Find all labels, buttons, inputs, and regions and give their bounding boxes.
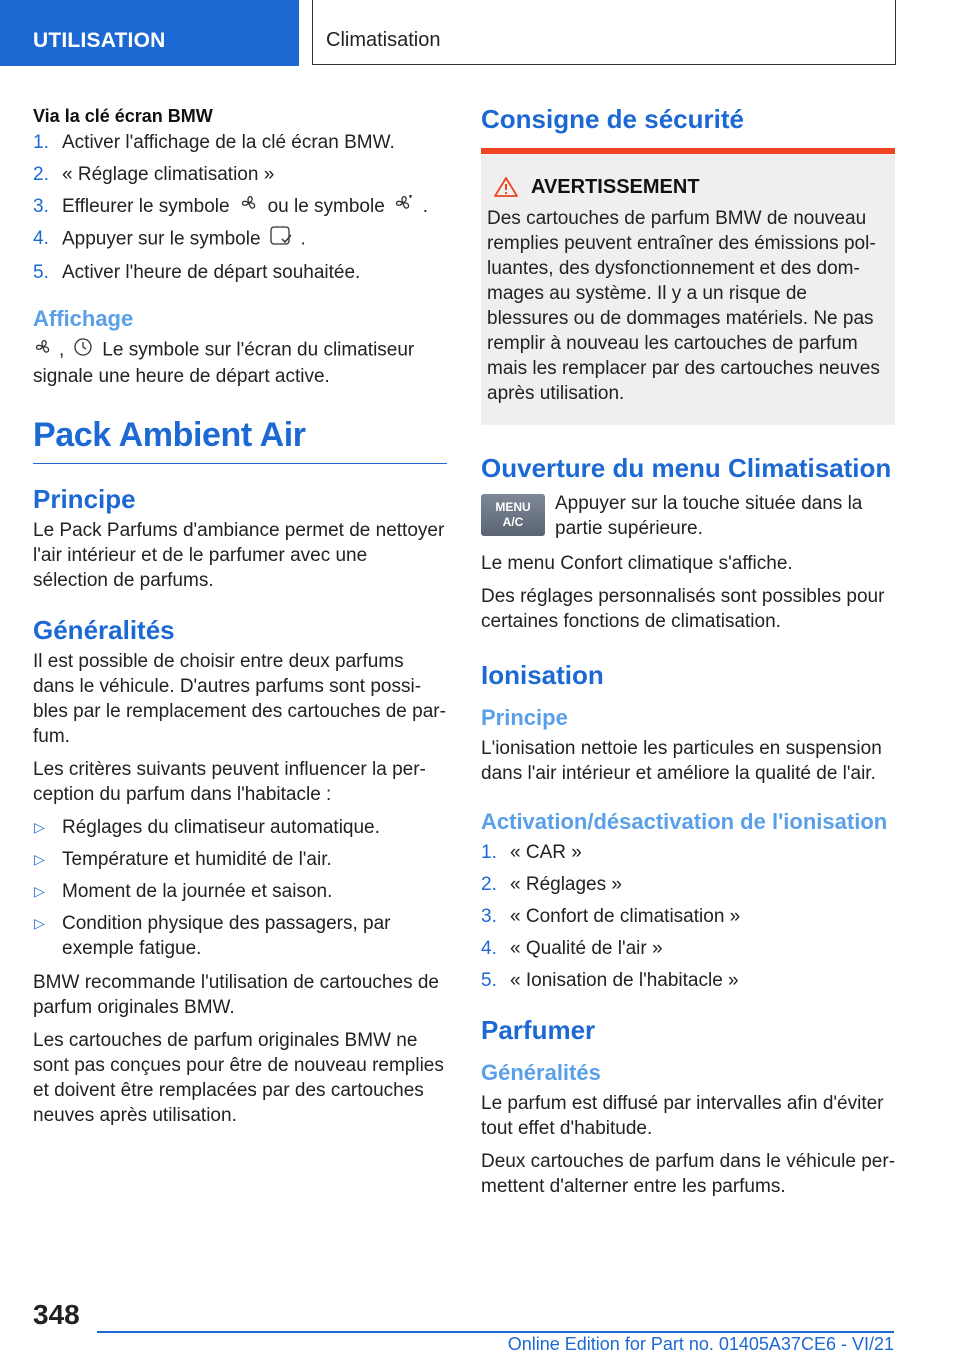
list-item: 4. Appuyer sur le symbole . xyxy=(33,226,447,253)
section-tab xyxy=(0,0,299,66)
page-header xyxy=(0,0,960,66)
list-item: ▷ Réglages du climatiseur automatique. xyxy=(34,817,380,839)
generalites-title: Généralités xyxy=(33,615,175,646)
menu-text: Appuyer sur la touche située dans la partie supérieure. xyxy=(555,493,863,539)
list-item: 1. Activer l'affichage de la clé écran BMW. xyxy=(33,132,395,153)
section-label: UTILISATION xyxy=(33,29,166,52)
ionisation-title: Ionisation xyxy=(481,660,604,690)
safety-title: Consigne de sécurité xyxy=(481,104,744,134)
warning-triangle-icon xyxy=(493,176,519,198)
list-item: 2. « Réglage climatisation » xyxy=(33,164,275,185)
list-item: 5. « Ionisation de l'habitacle » xyxy=(481,970,739,991)
affichage-title: Affichage xyxy=(33,306,134,332)
menu-p2: Des réglages personnalisés sont possibles pour certaines fonctions de climatisation. xyxy=(481,586,885,632)
footer-divider xyxy=(97,1331,894,1333)
clock-icon xyxy=(73,337,93,364)
activation-title: Activation/désactivation de l'ionisation xyxy=(481,809,888,834)
triangle-bullet-icon: ▷ xyxy=(34,851,45,868)
cartouches-paragraph: Les cartouches de parfum originales BMW ne sont pas conçues pour être de nouveau remplies et doivent être remplacées par des cartouches neuves après utilisation. xyxy=(33,1030,444,1127)
edition-text: Online Edition for Part no. 01405A37CE6 - VI/21 xyxy=(507,1334,894,1354)
list-item: 1. « CAR » xyxy=(481,842,582,863)
right-column xyxy=(481,96,895,1207)
menu-ac-button-icon: MENU A/C xyxy=(481,494,545,536)
chapter-box xyxy=(312,0,896,65)
via-steps xyxy=(33,130,447,285)
list-item: ▷ Température et humidité de l'air. xyxy=(34,849,332,871)
via-title: Via la clé écran BMW xyxy=(33,106,213,126)
pack-title: Pack Ambient Air xyxy=(33,415,447,464)
confirm-icon xyxy=(270,226,292,253)
triangle-bullet-icon: ▷ xyxy=(34,819,45,836)
ion-principe-text: L'ionisation nettoie les particules en suspension dans l'air intérieur et améliore la qualité de l'air. xyxy=(481,738,882,784)
affichage-text: , Le symbole sur l'écran du climatiseur signale une heure de départ active. xyxy=(33,337,447,389)
parfumer-title: Parfumer xyxy=(481,1015,596,1045)
activation-steps xyxy=(481,840,895,993)
menu-row xyxy=(481,491,895,541)
menu-title: Ouverture du menu Climatisation xyxy=(481,453,892,483)
fan-timer-icon xyxy=(394,194,414,219)
warning-heading: AVERTISSEMENT xyxy=(487,174,889,200)
fan-icon xyxy=(33,338,53,363)
parf-p1: Le parfum est diffusé par intervalles afin d'éviter tout effet d'habitude. xyxy=(481,1093,884,1139)
list-item: ▷ Moment de la journée et saison. xyxy=(34,881,333,903)
criteria-list xyxy=(33,815,447,961)
list-item: 5. Activer l'heure de départ souhaitée. xyxy=(33,262,361,284)
list-item: 3. Effleurer le symbole ou le symbole . xyxy=(33,194,447,219)
principe-text: Le Pack Parfums d'ambiance permet de nettoyer l'air intérieur et de le parfumer avec une sélection de parfums. xyxy=(33,520,445,592)
parf-p2: Deux cartouches de parfum dans le véhicule permettent d'alterner entre les parfums. xyxy=(481,1151,896,1197)
fan-icon xyxy=(239,194,259,219)
list-item: ▷ Condition physique des passagers, par exemple fatigue. xyxy=(34,913,391,960)
generalites-p2: Les critères suivants peuvent influencer la perception du parfum dans l'habitacle : xyxy=(33,759,426,806)
warning-box xyxy=(481,148,895,425)
triangle-bullet-icon: ▷ xyxy=(34,883,45,900)
page-number: 348 xyxy=(33,1299,80,1330)
ion-principe-title: Principe xyxy=(481,705,568,730)
warning-text: Des cartouches de parfum BMW de nouveau remplies peuvent entraîner des émissions polluantes, des dysfonctionnement et des dommages au système. Il y a un risque de blessures ou de dommages matériels. Ne pas remplir à nouveau les cartouches de parfum mais les remplacer par des cartouches neuves après utilisation. xyxy=(487,208,880,404)
menu-p1: Le menu Confort climatique s'affiche. xyxy=(481,553,793,574)
triangle-bullet-icon: ▷ xyxy=(34,915,45,932)
principe-title: Principe xyxy=(33,484,136,515)
bmw-recommendation: BMW recommande l'utilisation de cartouches de parfum originales BMW. xyxy=(33,972,439,1019)
list-item: 4. « Qualité de l'air » xyxy=(481,938,663,959)
list-item: 2. « Réglages » xyxy=(481,874,622,895)
generalites-p1: Il est possible de choisir entre deux parfums dans le véhicule. D'autres parfums sont possibles par le remplacement des cartouches de parfum. xyxy=(33,651,446,748)
list-item: 3. « Confort de climatisation » xyxy=(481,906,741,927)
left-column xyxy=(33,96,447,1136)
parf-generalites-title: Généralités xyxy=(481,1060,601,1085)
chapter-label: Climatisation xyxy=(326,29,441,51)
